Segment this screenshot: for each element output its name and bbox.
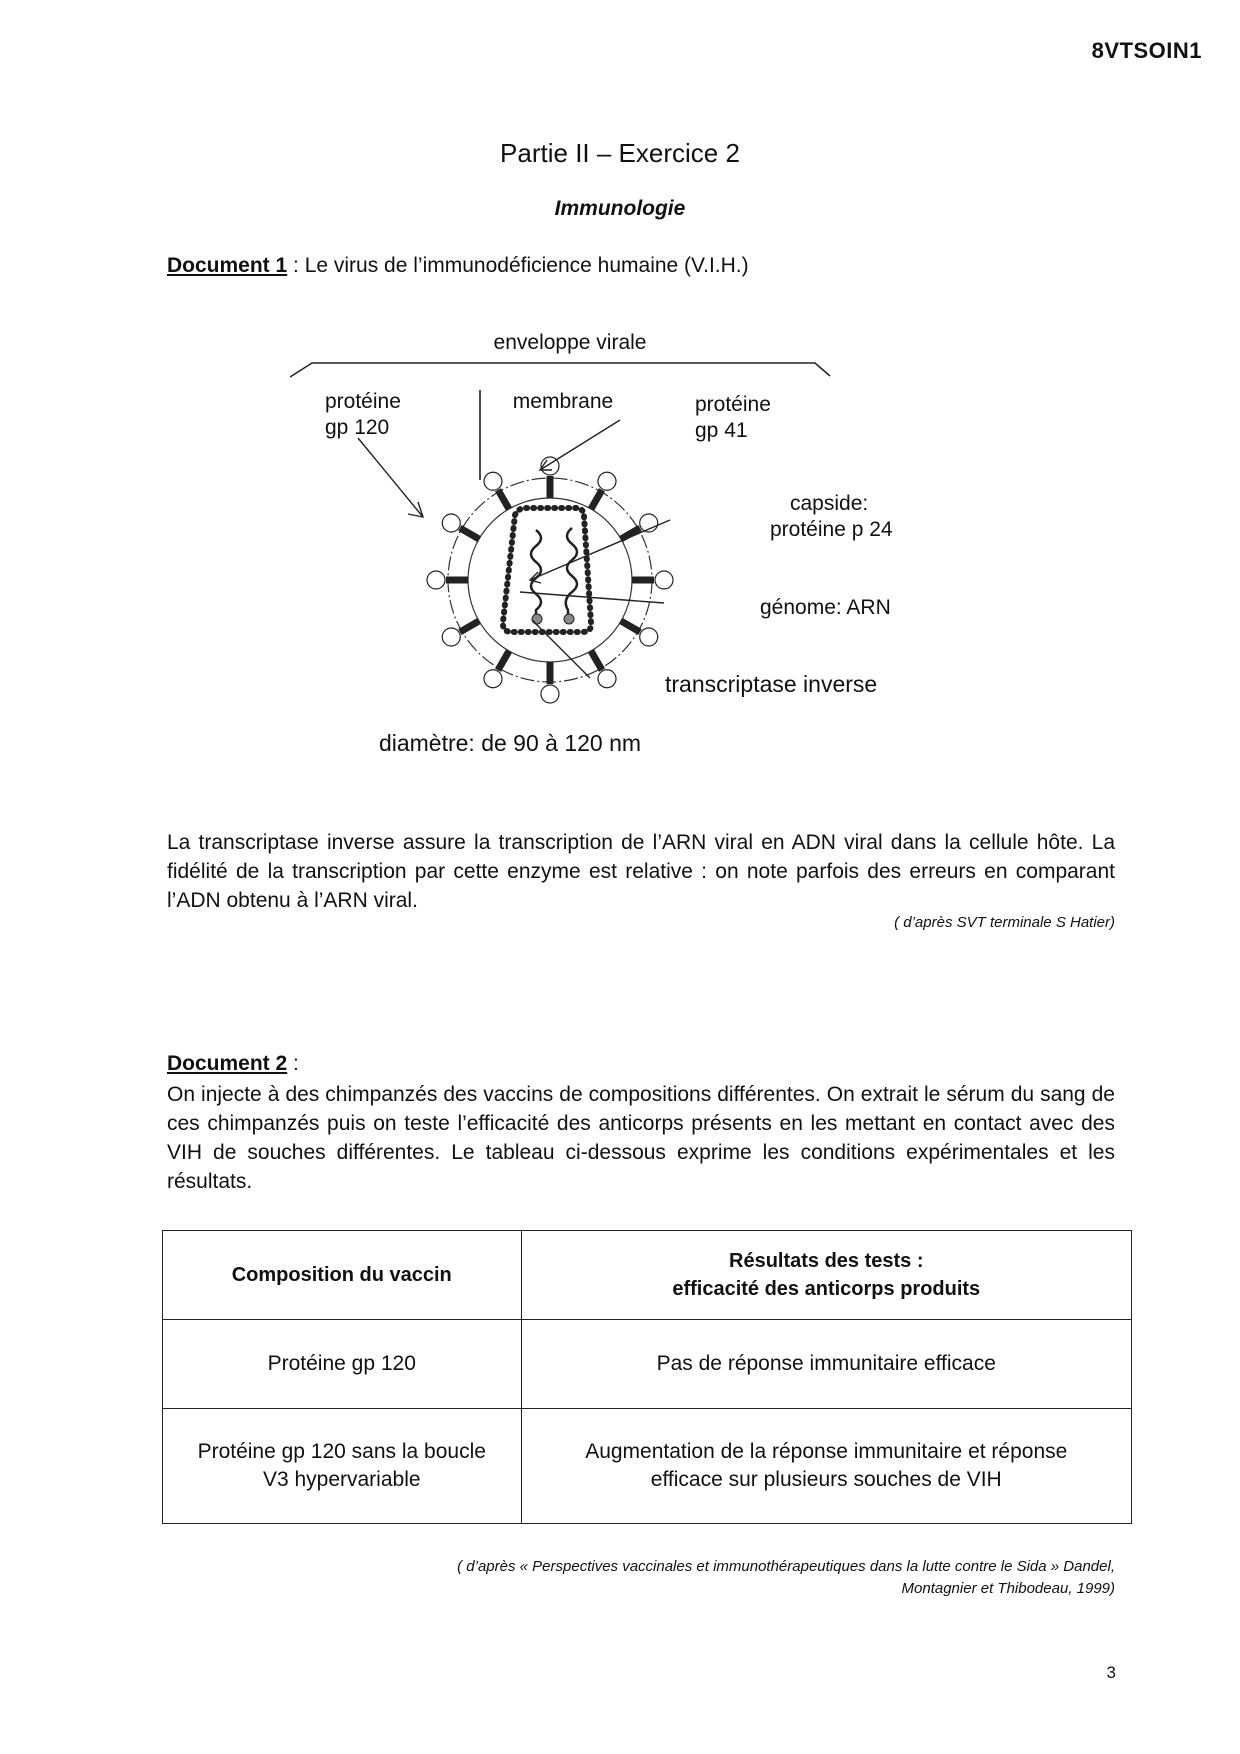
diameter-caption: diamètre: de 90 à 120 nm (378, 730, 642, 756)
gp120-head (484, 670, 502, 688)
document2-source (457, 1556, 1115, 1600)
capsid-label-line1: capside: (790, 492, 869, 515)
genome-label: génome: ARN (760, 596, 891, 619)
document2-text: On injecte à des chimpanzés des vaccins de compositions différentes. On extrait le sérum du sang de ces chimpanzés puis on teste l’efficacité des anticorps présents en les mettant en contact avec des VIH de souches différentes. Le tableau ci-dessous exprime les conditions expérimentales et les résultats. (167, 1083, 1115, 1193)
document2-label: Document 2 (167, 1052, 288, 1075)
virion (427, 457, 673, 703)
spike (632, 571, 673, 589)
reverse-transcriptase-2 (564, 614, 574, 624)
cell-result: Augmentation de la réponse immunitaire et réponse efficace sur plusieurs souches de VIH (521, 1409, 1131, 1524)
envelope-label: enveloppe virale (493, 331, 647, 354)
cell-composition: Protéine gp 120 sans la boucle V3 hypervariable (163, 1409, 522, 1524)
document2-source-line1: ( d’après « Perspectives vaccinales et immunothérapeutiques dans la lutte contre le Sida » Dandel, (457, 1558, 1115, 1575)
spike (442, 621, 479, 646)
results-table (162, 1230, 1132, 1524)
gp120-head (442, 514, 460, 532)
rna-strand-2 (566, 528, 577, 616)
cell-result: Pas de réponse immunitaire efficace (521, 1320, 1131, 1409)
table-row (163, 1409, 1132, 1524)
gp120-head (598, 670, 616, 688)
gp120-label-line1: protéine (325, 390, 401, 413)
spike (484, 651, 509, 688)
gp120-head (484, 472, 502, 490)
envelope-bracket (290, 363, 830, 377)
rt-label: transcriptase inverse (665, 671, 878, 697)
table-row (163, 1320, 1132, 1409)
spike (442, 514, 479, 539)
document1-source: ( d’après SVT terminale S Hatier) (894, 914, 1115, 931)
document2-suffix: : (287, 1052, 299, 1075)
gp120-head (442, 628, 460, 646)
document1-text: La transcriptase inverse assure la transcription de l’ARN viral en ADN viral dans la cellule hôte. La fidélité de la transcription par cette enzyme est relative : on note parfois des erreurs en comparant l’ADN obtenu à l’ARN viral. (167, 831, 1115, 912)
table-header-row (163, 1231, 1132, 1320)
page-number: 3 (1106, 1663, 1116, 1682)
glycoprotein-spikes (427, 457, 673, 703)
reverse-transcriptase-1 (532, 614, 542, 624)
capsid-label-line2: protéine p 24 (770, 518, 893, 541)
exam-code: 8VTSOIN1 (1091, 38, 1202, 63)
header-results-line1: Résultats des tests : (729, 1250, 924, 1272)
gp41-stem (460, 621, 479, 632)
spike (484, 472, 509, 509)
document2-heading (167, 1052, 299, 1076)
header-composition: Composition du vaccin (163, 1231, 522, 1320)
header-results-line2: efficacité des anticorps produits (672, 1278, 981, 1300)
spike (427, 571, 468, 589)
gp41-stem (591, 490, 602, 509)
document1-heading (167, 254, 749, 278)
spike (621, 514, 658, 539)
gp41-stem (498, 651, 509, 670)
spike (591, 651, 616, 688)
cell-composition: Protéine gp 120 (163, 1320, 522, 1409)
spike (591, 472, 616, 509)
gp41-stem (621, 621, 640, 632)
page-subtitle: Immunologie (554, 197, 686, 220)
spike (541, 662, 559, 703)
spike (621, 621, 658, 646)
gp41-stem (460, 528, 479, 539)
gp41-stem (591, 651, 602, 670)
gp120-head (640, 628, 658, 646)
gp120-head (655, 571, 673, 589)
header-results (521, 1231, 1131, 1320)
document2-source-line2: Montagnier et Thibodeau, 1999) (901, 1580, 1115, 1597)
gp120-label-line2: gp 120 (325, 416, 390, 439)
document1-label: Document 1 (167, 254, 288, 277)
gp41-stem (498, 490, 509, 509)
gp120-head (427, 571, 445, 589)
page-title: Partie II – Exercice 2 (500, 138, 740, 168)
capsid (503, 508, 591, 632)
hiv-diagram (290, 330, 940, 760)
gp41-label-line2: gp 41 (695, 419, 748, 442)
membrane-label: membrane (512, 390, 614, 413)
gp120-head (598, 472, 616, 490)
rna-strand-1 (531, 530, 541, 616)
gp120-head (541, 685, 559, 703)
gp41-label-line1: protéine (695, 393, 771, 416)
document1-title: : Le virus de l’immunodéficience humaine (V.I.H.) (287, 254, 749, 277)
